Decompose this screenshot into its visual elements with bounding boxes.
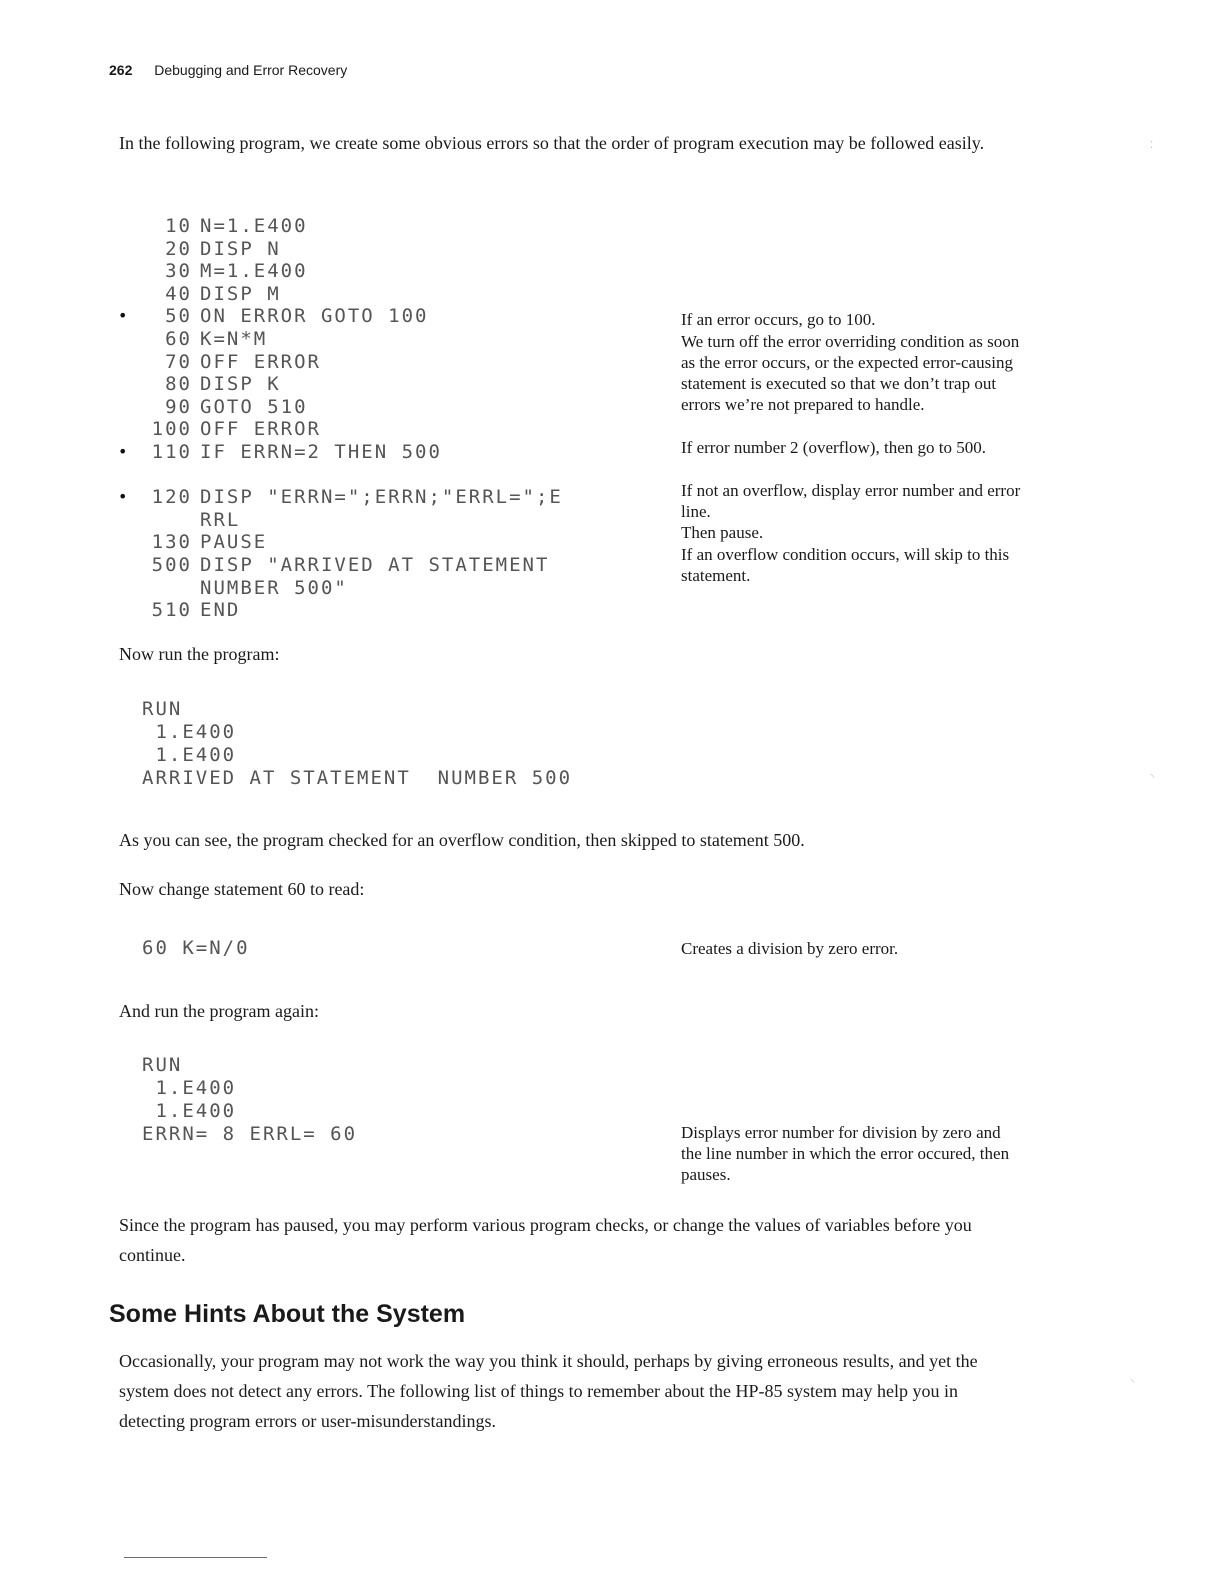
- section-heading: Some Hints About the System: [109, 1300, 466, 1328]
- scan-speck: ⁚: [1150, 140, 1154, 151]
- output-line: 1.E400: [142, 1100, 237, 1122]
- annotation-pause: Then pause.: [681, 523, 764, 542]
- output-line: 1.E400: [142, 1077, 237, 1099]
- output-line: RUN: [142, 698, 183, 720]
- paused-paragraph: Since the program has paused, you may perform various program checks, or change the values of variables before you continue.: [119, 1215, 972, 1265]
- run-prompt-1: Now run the program:: [119, 644, 280, 664]
- code-line: 500 DISP "ARRIVED AT STATEMENT: [151, 553, 550, 576]
- output-line: RUN: [142, 1054, 183, 1076]
- bullet-marker: •: [118, 441, 128, 461]
- annotation-goto: If an error occurs, go to 100.: [681, 310, 876, 329]
- code-line: 80 DISP K: [165, 373, 281, 396]
- run-prompt-2: And run the program again:: [119, 1001, 319, 1021]
- run-output-2: [142, 1054, 357, 1146]
- code-line: • 50 ON ERROR GOTO 100: [118, 305, 429, 328]
- annotation-error-display: Displays error number for division by zero and the line number in which the error occured, then pauses.: [681, 1123, 1010, 1184]
- program-listing: [118, 215, 678, 622]
- running-head: [109, 62, 347, 78]
- chapter-title: Debugging and Error Recovery: [154, 62, 348, 78]
- changed-code-line: 60 K=N/0: [142, 937, 250, 959]
- bullet-marker: •: [118, 306, 128, 326]
- annotation-overflow: If error number 2 (overflow), then go to 500.: [681, 438, 986, 457]
- code-line: 130 PAUSE: [151, 531, 268, 554]
- code-line: 90 GOTO 510: [165, 395, 308, 418]
- code-line: 10 N=1.E400: [165, 215, 308, 237]
- page-number: 262: [109, 62, 133, 78]
- code-line: • 120 DISP "ERRN=";ERRN;"ERRL=";E: [118, 486, 563, 509]
- annotation-skip: If an overflow condition occurs, will skip to this statement.: [681, 545, 1010, 585]
- run-output-1: [142, 698, 572, 790]
- output-line: ARRIVED AT STATEMENT NUMBER 500: [142, 767, 573, 789]
- annotation-division-zero: Creates a division by zero error.: [681, 939, 899, 958]
- code-line: 40 DISP M: [165, 282, 281, 305]
- code-line: 70 OFF ERROR: [165, 350, 321, 373]
- code-line: 510 END: [151, 599, 241, 622]
- hints-paragraph: Occasionally, your program may not work the way you think it should, perhaps by giving erroneous results, and yet the system does not detect any errors. The following list of things to remember about the HP-85 system may help you in detecting program errors or user-misunderstandings.: [119, 1351, 978, 1431]
- code-line: RRL: [200, 508, 241, 531]
- code-line: 20 DISP N: [165, 237, 281, 260]
- annotation-display-error: If not an overflow, display error number and error line.: [681, 481, 1021, 521]
- code-line: [118, 464, 678, 487]
- intro-paragraph: In the following program, we create some obvious errors so that the order of program execution may be followed easily.: [119, 133, 985, 153]
- code-line: 100 OFF ERROR: [151, 418, 321, 441]
- annotation-off-error: We turn off the error overriding condition as soon as the error occurs, or the expected error-causing statement is executed so that we don’t trap out errors we’re not prepared to handle.: [681, 332, 1020, 414]
- code-line: 60 K=N*M: [165, 327, 268, 350]
- footer-rule: [124, 1557, 267, 1558]
- output-line: ERRN= 8 ERRL= 60: [142, 1123, 358, 1145]
- output-line: 1.E400: [142, 744, 237, 766]
- scan-speck: ⸌: [1150, 773, 1155, 784]
- scan-speck: ⸌: [1130, 1378, 1135, 1389]
- overflow-paragraph: As you can see, the program checked for an overflow condition, then skipped to statement 500.: [119, 830, 805, 850]
- code-line: • 110 IF ERRN=2 THEN 500: [118, 440, 442, 463]
- bullet-marker: •: [118, 487, 128, 507]
- change-paragraph: Now change statement 60 to read:: [119, 879, 365, 899]
- output-line: 1.E400: [142, 721, 237, 743]
- code-line: 30 M=1.E400: [165, 260, 308, 283]
- code-line: NUMBER 500": [200, 576, 348, 599]
